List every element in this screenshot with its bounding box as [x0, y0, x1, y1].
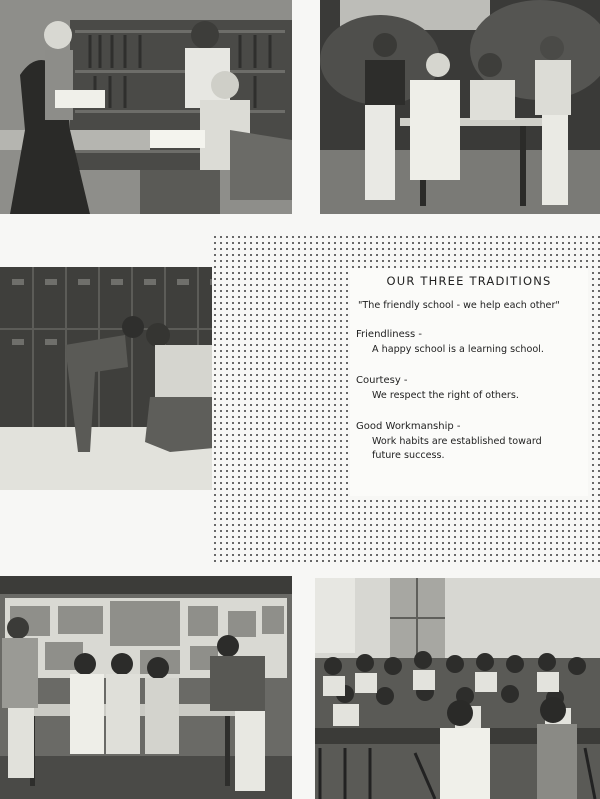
library-students-photo — [0, 0, 292, 214]
study-hall-photo — [315, 578, 600, 799]
outdoor-study-table-photo — [320, 0, 600, 214]
tradition-heading: Good Workmanship - — [356, 421, 461, 432]
tradition-text: A happy school is a learning school. — [372, 344, 544, 355]
traditions-card — [350, 268, 588, 496]
bulletin-board-class-photo — [0, 576, 292, 799]
traditions-motto: "The friendly school - we help each other" — [358, 300, 560, 311]
tradition-text: We respect the right of others. — [372, 390, 519, 401]
traditions-title: OUR THREE TRADITIONS — [386, 274, 552, 288]
tradition-text: Work habits are established toward future success. — [372, 436, 542, 461]
tradition-heading: Courtesy - — [356, 375, 408, 386]
tradition-heading: Friendliness - — [356, 329, 423, 340]
